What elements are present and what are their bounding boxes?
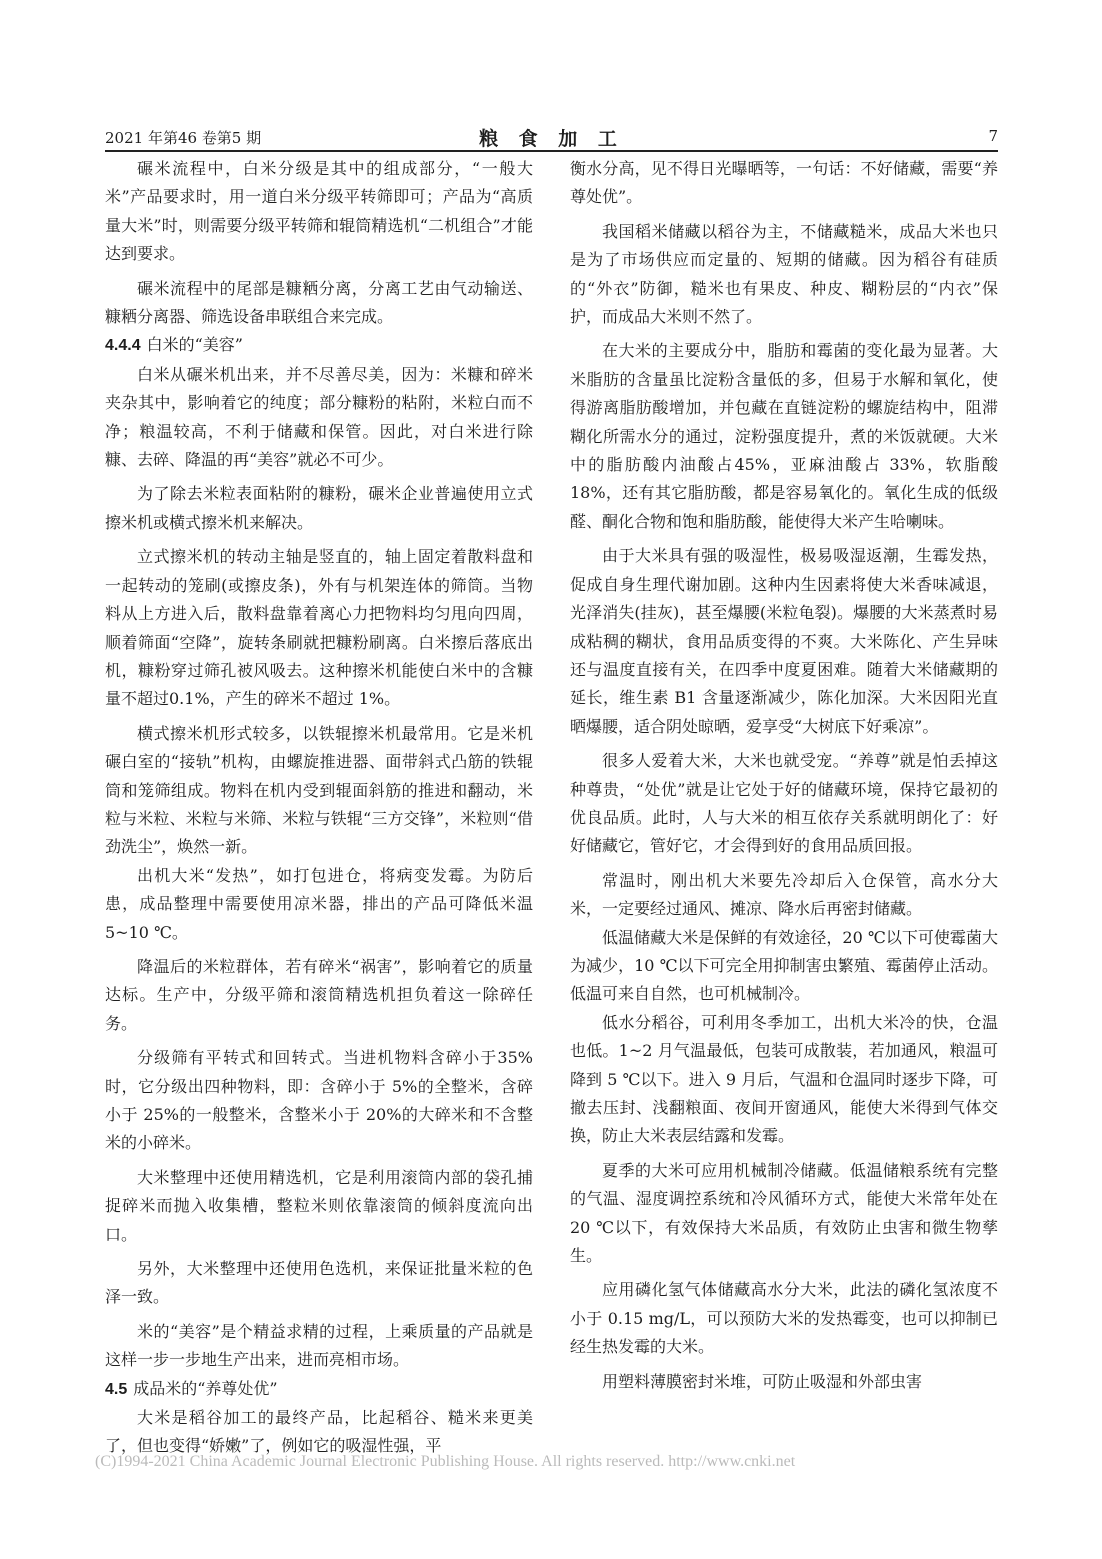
paragraph: 夏季的大米可应用机械制冷储藏。低温储粮系统有完整的气温、湿度调控系统和冷风循环方式，能使大米常年处在 20 ℃以下，有效保持大米品质，有效防止虫害和微生物孳生。 xyxy=(570,1160,998,1266)
paragraph: 白米从碾米机出来，并不尽善尽美，因为：米糠和碎米夹杂其中，影响着它的纯度；部分糠粉的粘附，米粒白而不净；粮温较高，不利于储藏和保管。因此，对白米进行除糠、去碎、降温的再“美容”就必不可少。 xyxy=(105,364,533,470)
paragraph: 降温后的米粒群体，若有碎米“祸害”，影响着它的质量达标。生产中，分级平筛和滚筒精选机担负着这一除碎任务。 xyxy=(105,956,533,1033)
page-number: 7 xyxy=(988,127,998,145)
paragraph: 大米整理中还使用精选机，它是利用滚筒内部的袋孔捕捉碎米而抛入收集槽，整粒米则依靠滚筒的倾斜度流向出口。 xyxy=(105,1167,533,1244)
paragraph: 我国稻米储藏以稻谷为主，不储藏糙米，成品大米也只是为了市场供应而定量的、短期的储藏。因为稻谷有硅质的“外衣”防御，糙米也有果皮、种皮、糊粉层的“内衣”保护，而成品大米则不然了。 xyxy=(570,221,998,327)
paragraph: 碾米流程中的尾部是糠粞分离，分离工艺由气动输送、糠粞分离器、筛选设备串联组合来完成。 xyxy=(105,278,533,327)
paragraph: 为了除去米粒表面粘附的糠粉，碾米企业普遍使用立式擦米机或横式擦米机来解决。 xyxy=(105,484,533,532)
paragraph: 碾米流程中，白米分级是其中的组成部分，“一般大米”产品要求时，用一道白米分级平转筛即可；产品为“高质量大米”时，则需要分级平转筛和辊筒精选机“二机组合”才能达到要求。 xyxy=(105,159,533,264)
paragraph: 常温时，刚出机大米要先冷却后入仓保管，高水分大米，一定要经过通风、摊凉、降水后再密封储藏。 xyxy=(570,870,998,919)
header-rule xyxy=(105,150,998,152)
left-column xyxy=(105,155,533,1461)
paragraph: 低温储藏大米是保鲜的有效途径，20 ℃以下可使霉菌大为减少，10 ℃以下可完全用抑制害虫繁殖、霉菌停止活动。低温可来自自然，也可机械制冷。 xyxy=(570,927,998,1004)
section-title: 成品米的“养尊处优” xyxy=(133,1378,278,1398)
paragraph: 低水分稻谷，可利用冬季加工，出机大米冷的快，仓温也低。1~2 月气温最低，包装可成散装，若加通风，粮温可降到 5 ℃以下。进入 9 月后，气温和仓温同时逐步下降，可撤去压封、浅翻粮面、夜间开窗通风，能使大米得到气体交换，防止大米表层结露和发霉。 xyxy=(570,1012,998,1146)
paragraph: 米的“美容”是个精益求精的过程，上乘质量的产品就是这样一步一步地生产出来，进而亮相市场。 xyxy=(105,1321,533,1370)
section-title: 白米的“美容” xyxy=(146,335,243,355)
paragraph: 立式擦米机的转动主轴是竖直的，轴上固定着散料盘和一起转动的笼刷(或擦皮条)，外有与机架连体的筛筒。当物料从上方进入后，散料盘靠着离心力把物料均匀甩向四周，顺着筛面“空降”，旋转条刷就把糠粉刷离。白米擦后落底出机，糠粉穿过筛孔被风吸去。这种擦米机能使白米中的含糠量不超过0.1%，产生的碎米不超过 1%。 xyxy=(105,547,533,709)
paragraph: 用塑料薄膜密封米堆，可防止吸湿和外部虫害 xyxy=(602,1371,923,1391)
paragraph: 应用磷化氢气体储藏高水分大米，此法的磷化氢浓度不小于 0.15 mg/L，可以预防大米的发热霉变，也可以抑制已经生热发霉的大米。 xyxy=(570,1280,998,1357)
paragraph: 出机大米“发热”，如打包进仓，将病变发霉。为防后患，成品整理中需要使用凉米器，排出的产品可降低米温 5~10 ℃。 xyxy=(105,865,533,942)
right-column xyxy=(570,155,998,1396)
paragraph: 横式擦米机形式较多，以铁辊擦米机最常用。它是米机碾白室的“接轨”机构，由螺旋推进器、面带斜式凸筋的铁辊筒和笼筛组成。物料在机内受到辊面斜筋的推进和翻动，米粒与米粒、米粒与米筛、米粒与铁辊“三方交锋”，米粒则“借劲洗尘”，焕然一新。 xyxy=(105,723,533,857)
journal-title: 粮 食 加 工 xyxy=(479,128,624,150)
section-heading xyxy=(105,331,533,360)
paragraph: 很多人爱着大米，大米也就受宠。“养尊”就是怕丢掉这种尊贵，“处优”就是让它处于好的储藏环境，保持它最初的优良品质。此时，人与大米的相互依存关系就明朗化了：好好储藏它，管好它，才会得到好的食用品质回报。 xyxy=(570,751,998,856)
section-number: 4.4.4 xyxy=(105,337,141,355)
paragraph: 衡水分高，见不得日光曝晒等，一句话：不好储藏，需要“养尊处优”。 xyxy=(570,159,998,207)
paragraph: 另外，大米整理中还使用色选机，来保证批量米粒的色泽一致。 xyxy=(105,1259,533,1307)
paragraph: 由于大米具有强的吸湿性，极易吸湿返潮，生霉发热，促成自身生理代谢加剧。这种内生因素将使大米香味减退，光泽消失(挂灰)，甚至爆腰(米粒龟裂)。爆腰的大米蒸煮时易成粘稠的糊状，食用品质变得的不爽。大米陈化、产生异味还与温度直接有关，在四季中度夏困难。随着大米储藏期的延长，维生素 B1 含量逐渐减少，陈化加深。大米因阳光直晒爆腰，适合阴处晾晒，爱享受“大树底下好乘凉”。 xyxy=(570,546,998,736)
section-heading xyxy=(105,1375,533,1404)
page-header xyxy=(105,124,998,150)
paragraph: 分级筛有平转式和回转式。当进机物料含碎小于35%时，它分级出四种物料，即：含碎小于 5%的全整米，含碎小于 25%的一般整米，含整米小于 20%的大碎米和不含整米的小碎米。 xyxy=(105,1048,533,1153)
paragraph: 大米是稻谷加工的最终产品，比起稻谷、糙米来更美了，但也变得“娇嫩”了，例如它的吸湿性强，平 xyxy=(105,1408,533,1456)
issue-info: 2021 年第46 卷第5 期 xyxy=(105,129,262,147)
section-number: 4.5 xyxy=(105,1380,128,1398)
copyright-watermark: (C)1994-2021 China Academic Journal Electronic Publishing House. All rights reserved. http://www.cnki.net xyxy=(95,1453,796,1470)
paragraph: 在大米的主要成分中，脂肪和霉菌的变化最为显著。大米脂肪的含量虽比淀粉含量低的多，但易于水解和氧化，使得游离脂肪酸增加，并包藏在直链淀粉的螺旋结构中，阻滞糊化所需水分的通过，淀粉强度提升，煮的米饭就硬。大米中的脂肪酸内油酸占45%，亚麻油酸占 33%，软脂酸 18%，还有其它脂肪酸，都是容易氧化的。氧化生成的低级醛、酮化合物和饱和脂肪酸，能使得大米产生哈喇味。 xyxy=(570,341,998,531)
